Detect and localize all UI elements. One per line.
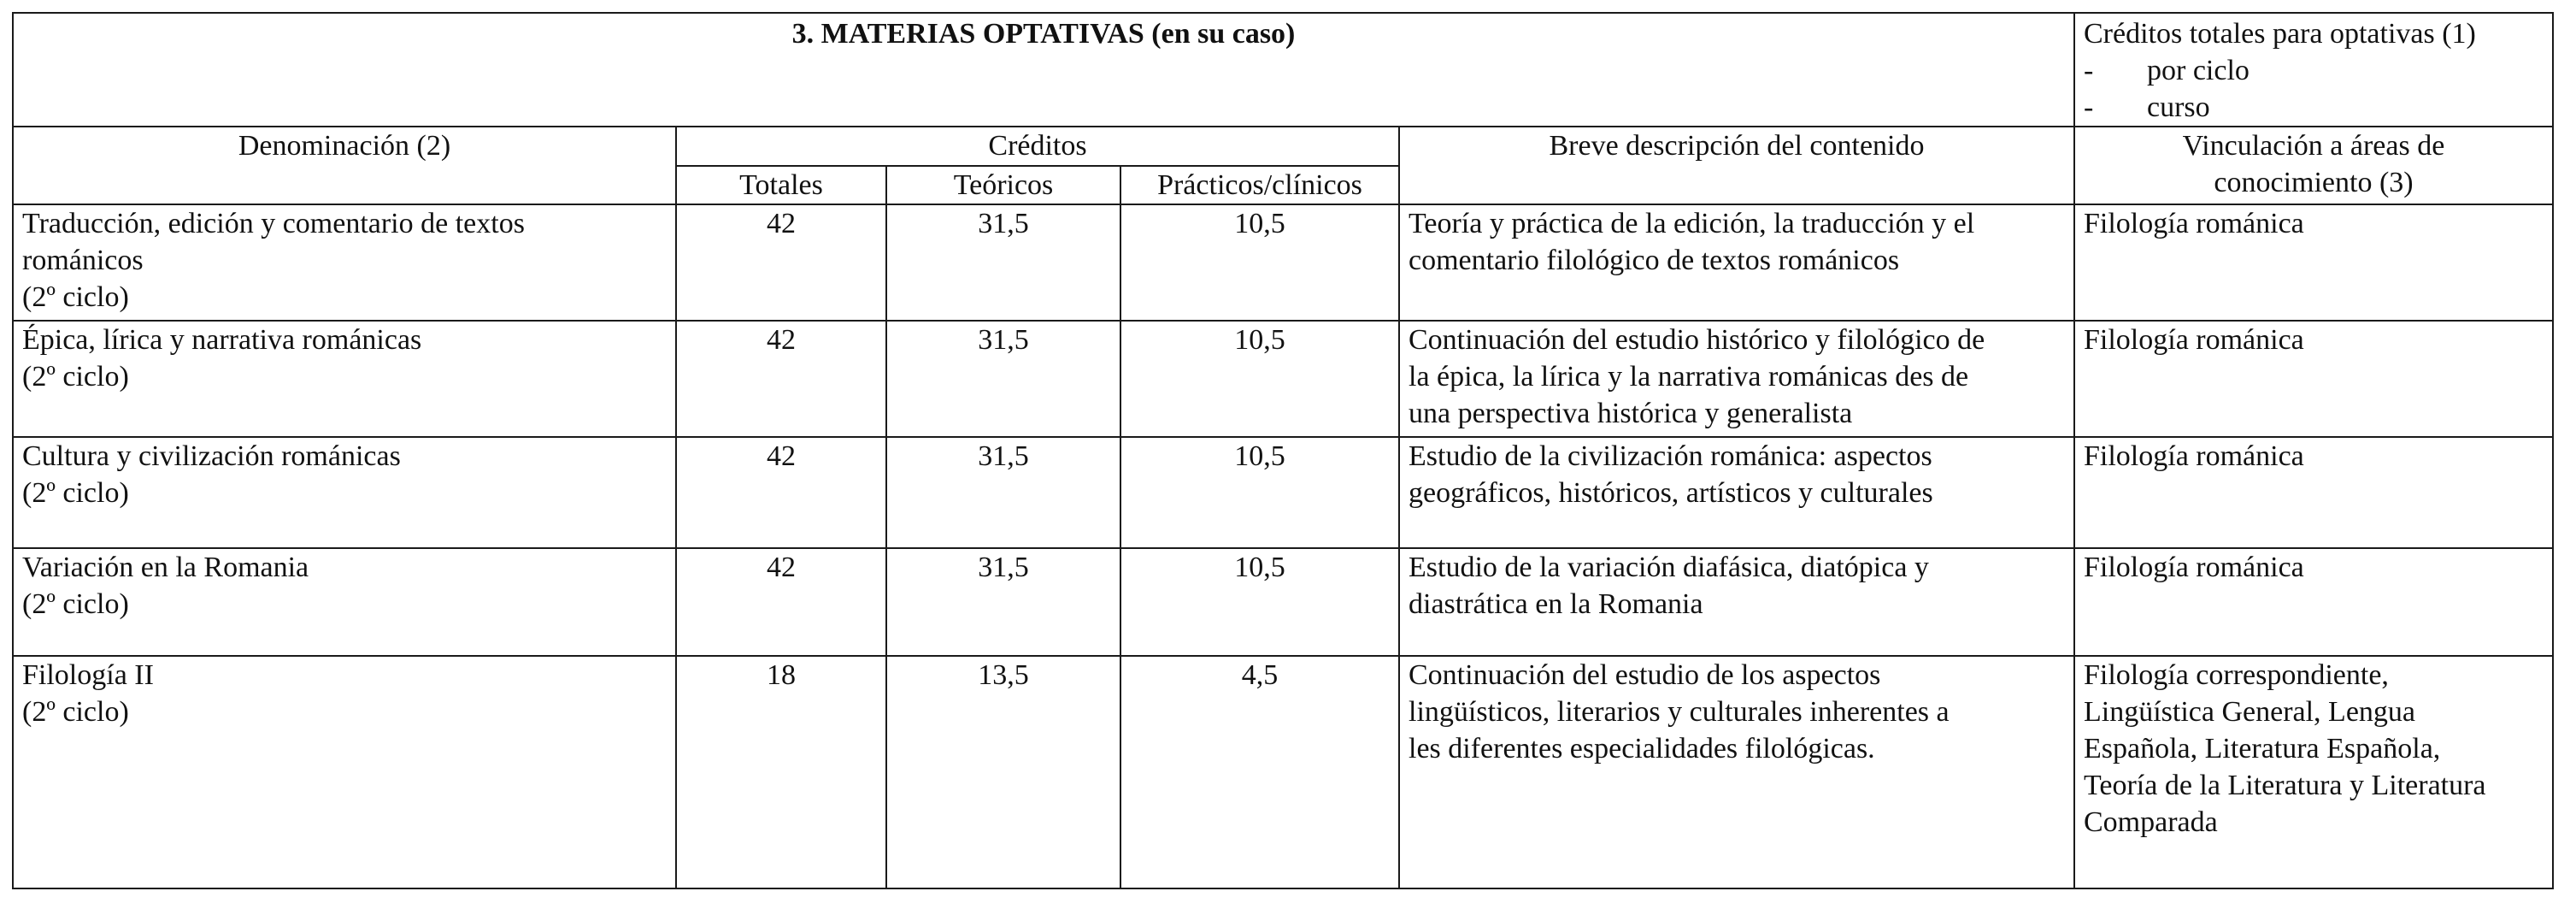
description-line: la épica, la lírica y la narrativa románicas des de [1409,361,1969,393]
teoricos-cell: 13,5 [886,656,1120,888]
subject-name-cell [13,321,676,437]
table-row [13,548,2553,656]
teoricos-cell: 31,5 [886,548,1120,656]
subject-name-cell [13,548,676,656]
credits-total-item [2084,52,2544,89]
table-row [13,204,2553,321]
column-header-row [13,127,2553,166]
teoricos-cell: 31,5 [886,437,1120,548]
subject-cycle: (2º ciclo) [22,477,129,509]
table-row [13,321,2553,437]
subject-name: Cultura y civilización románicas [22,440,401,472]
totales-cell: 42 [676,437,886,548]
credits-course-label: curso [2147,91,2210,123]
subject-name-cell [13,204,676,321]
description-line: Estudio de la variación diafásica, diatópica y [1409,552,1929,583]
totales-cell: 18 [676,656,886,888]
subject-name-cell [13,656,676,888]
subject-name: Filología II [22,659,154,691]
header-vinculacion-line2: conocimiento (3) [2214,167,2414,198]
description-line: Continuación del estudio histórico y filológico de [1409,324,1985,356]
area-cell: Filología románica [2074,321,2553,437]
teoricos-cell: 31,5 [886,204,1120,321]
description-line: les diferentes especialidades filológicas. [1409,733,1875,764]
description-line: una perspectiva histórica y generalista [1409,398,1853,429]
header-totales: Totales [676,166,886,204]
subject-name-cell [13,437,676,548]
title-row [13,13,2553,127]
subject-cycle: (2º ciclo) [22,361,129,393]
credits-total-item [2084,89,2544,126]
subject-name: Variación en la Romania [22,552,309,583]
totales-cell: 42 [676,548,886,656]
table-row [13,656,2553,888]
subject-name-cont: románicos [22,245,144,276]
table-row [13,437,2553,548]
area-line: Lingüística General, Lengua [2084,696,2416,728]
totales-cell: 42 [676,204,886,321]
description-line: lingüísticos, literarios y culturales inherentes a [1409,696,1950,728]
header-teoricos: Teóricos [886,166,1120,204]
practicos-cell: 10,5 [1120,548,1399,656]
description-line: geográficos, históricos, artísticos y culturales [1409,477,1933,509]
area-line: Filología correspondiente, [2084,659,2389,691]
subject-cycle: (2º ciclo) [22,588,129,620]
subject-cycle: (2º ciclo) [22,281,129,313]
description-line: diastrática en la Romania [1409,588,1703,620]
subject-name: Traducción, edición y comentario de textos [22,208,525,239]
area-line: Española, Literatura Española, [2084,733,2441,764]
area-cell: Filología románica [2074,204,2553,321]
description-cell [1399,437,2074,548]
subject-name: Épica, lírica y narrativa románicas [22,324,422,356]
totales-cell: 42 [676,321,886,437]
area-cell [2074,656,2553,888]
description-cell [1399,548,2074,656]
teoricos-cell: 31,5 [886,321,1120,437]
optional-subjects-form [12,12,2552,896]
header-vinculacion-line1: Vinculación a áreas de [2182,130,2445,162]
header-vinculacion [2074,127,2553,204]
section-title: 3. MATERIAS OPTATIVAS (en su caso) [13,13,2074,127]
practicos-cell: 10,5 [1120,437,1399,548]
area-cell: Filología románica [2074,437,2553,548]
area-line: Teoría de la Literatura y Literatura [2084,770,2486,801]
description-line: Teoría y práctica de la edición, la traducción y el [1409,208,1975,239]
credits-total-box [2074,13,2553,127]
practicos-cell: 10,5 [1120,321,1399,437]
description-cell [1399,321,2074,437]
credits-per-cycle-label: por ciclo [2147,55,2250,86]
practicos-cell: 4,5 [1120,656,1399,888]
description-cell [1399,656,2074,888]
description-line: comentario filológico de textos románicos [1409,245,1900,276]
subject-cycle: (2º ciclo) [22,696,129,728]
description-cell [1399,204,2074,321]
header-creditos: Créditos [676,127,1399,166]
credits-total-label: Créditos totales para optativas (1) [2084,18,2476,50]
header-descripcion: Breve descripción del contenido [1399,127,2074,204]
area-cell: Filología románica [2074,548,2553,656]
description-line: Continuación del estudio de los aspectos [1409,659,1881,691]
practicos-cell: 10,5 [1120,204,1399,321]
header-practicos: Prácticos/clínicos [1120,166,1399,204]
dash-marker: - [2084,55,2094,86]
description-line: Estudio de la civilización románica: aspectos [1409,440,1932,472]
header-denominacion: Denominación (2) [13,127,676,204]
optional-subjects-table [12,12,2554,889]
area-line: Comparada [2084,806,2218,838]
dash-marker: - [2084,91,2094,123]
